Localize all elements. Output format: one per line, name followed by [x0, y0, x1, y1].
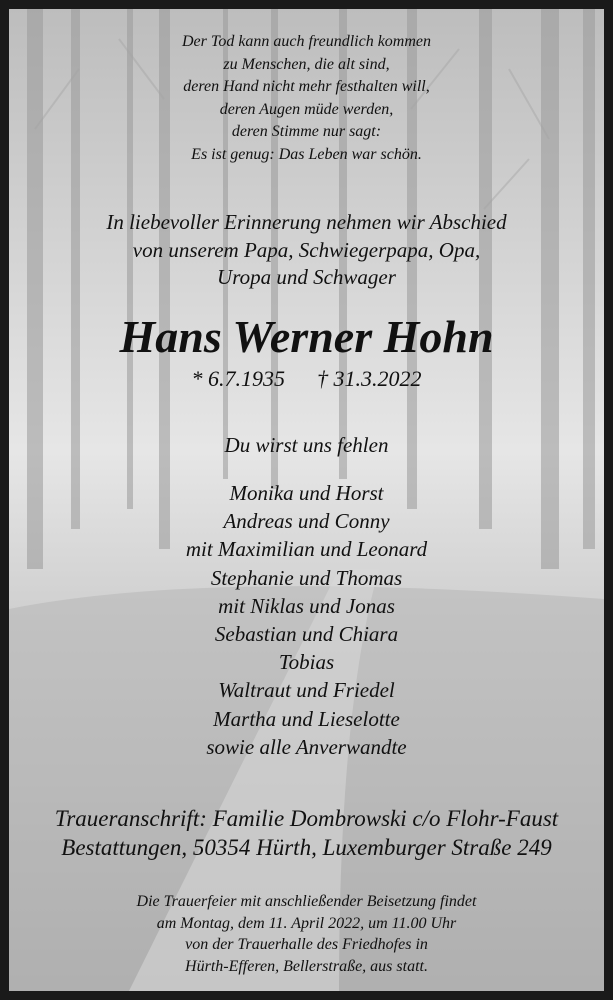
mourning-address [9, 804, 604, 862]
poem-line: Der Tod kann auch freundlich kommen [182, 33, 431, 50]
notice-content [9, 9, 604, 991]
mourner-entry: Stephanie und Thomas [210, 565, 403, 590]
death-date: † 31.3.2022 [317, 366, 422, 391]
intro-line: Uropa und Schwager [217, 265, 396, 289]
life-dates [9, 365, 604, 393]
mourner-entry: Waltraut und Friedel [218, 678, 395, 703]
mourner-entry: Tobias [278, 650, 335, 675]
mourner-entry: mit Maximilian und Leonard [185, 537, 428, 562]
mourner-entry: Martha und Lieselotte [213, 706, 400, 731]
intro-line: von unserem Papa, Schwiegerpapa, Opa, [132, 237, 481, 262]
farewell-phrase [9, 431, 604, 459]
poem-line: deren Augen müde werden, [219, 100, 394, 118]
address-line: Traueranschrift: Familie Dombrowski c/o Flohr-Faust [54, 806, 559, 831]
address-line: Bestattungen, 50354 Hürth, Luxemburger Straße 249 [61, 835, 552, 860]
mourner-entry: Sebastian und Chiara [214, 622, 399, 647]
poem-line: zu Menschen, die alt sind, [223, 55, 390, 73]
birth-date: * 6.7.1935 [191, 366, 285, 391]
farewell-line: Du wirst uns fehlen [224, 433, 389, 457]
service-line: am Montag, dem 11. April 2022, um 11.00 Uhr [156, 914, 457, 932]
poem-line: deren Stimme nur sagt: [231, 123, 382, 140]
poem [9, 31, 604, 166]
service-line: von der Trauerhalle des Friedhofes in [185, 936, 428, 953]
deceased-name: Hans Werner Hohn [119, 311, 494, 362]
service-line: Die Trauerfeier mit anschließender Beisetzung findet [136, 893, 477, 910]
mourner-entry: mit Niklas und Jonas [218, 593, 395, 618]
funeral-service-info [9, 891, 604, 977]
intro-line: In liebevoller Erinnerung nehmen wir Abschied [106, 210, 507, 234]
poem-line: Es ist genug: Das Leben war schön. [191, 145, 422, 163]
mourner-entry: Andreas und Conny [223, 509, 390, 534]
mourner-entry: Monika und Horst [229, 481, 384, 505]
mourner-entry: sowie alle Anverwandte [206, 734, 407, 759]
mourners-list [9, 479, 604, 761]
poem-line: deren Hand nicht mehr festhalten will, [183, 78, 430, 95]
service-line: Hürth-Efferen, Bellerstraße, aus statt. [185, 957, 428, 975]
farewell-intro [9, 209, 604, 292]
